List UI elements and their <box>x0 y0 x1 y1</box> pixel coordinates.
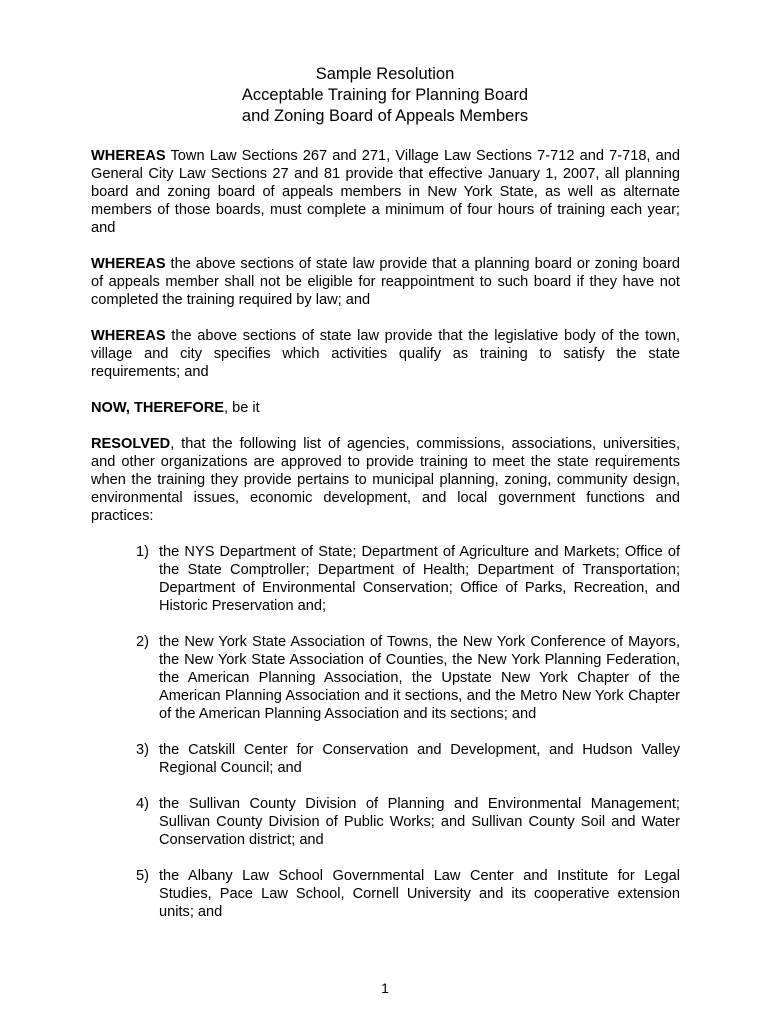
list-item <box>91 741 680 777</box>
list-item <box>91 633 680 723</box>
list-item <box>91 795 680 849</box>
whereas-paragraph-1 <box>91 147 680 237</box>
list-item-text: the Sullivan County Division of Planning and Environmental Management; Sullivan County Division of Public Works; and Sullivan County Soil and Water Conservation district; and <box>159 796 680 848</box>
title-line-3: and Zoning Board of Appeals Members <box>241 107 529 125</box>
resolution-body <box>91 147 680 939</box>
paragraph-lead: RESOLVED <box>91 436 171 452</box>
list-item-text: the Catskill Center for Conservation and Development, and Hudson Valley Regional Council; and <box>159 742 680 776</box>
list-item-number: 3) <box>136 742 149 758</box>
resolution-title <box>0 64 770 127</box>
list-item-number: 1) <box>136 544 149 560</box>
now-therefore-paragraph <box>91 399 680 417</box>
paragraph-text: , that the following list of agencies, commissions, associations, universities, and other organizations are approved to provide training to meet the state requirements when the training they provide pertains to municipal planning, zoning, community design, environmental issues, economic development, and local government functions and practices: <box>91 436 680 524</box>
whereas-paragraph-3 <box>91 327 680 381</box>
list-item-number: 2) <box>136 634 149 650</box>
title-line-2: Acceptable Training for Planning Board <box>241 86 529 104</box>
whereas-paragraph-2 <box>91 255 680 309</box>
list-item-text: the Albany Law School Governmental Law Center and Institute for Legal Studies, Pace Law School, Cornell University and its cooperative extension units; and <box>159 868 680 920</box>
paragraph-text: the above sections of state law provide that the legislative body of the town, village and city specifies which activities qualify as training to satisfy the state requirements; and <box>91 328 680 380</box>
paragraph-lead: NOW, THEREFORE <box>91 400 224 416</box>
list-item-text: the NYS Department of State; Department of Agriculture and Markets; Office of the State Comptroller; Department of Health; Department of Transportation; Department of Environmental Conservation; Office of Parks, Recreation, and Historic Preservation and; <box>159 544 680 614</box>
paragraph-text: the above sections of state law provide that a planning board or zoning board of appeals member shall not be eligible for reappointment to such board if they have not completed the training required by law; and <box>91 256 680 308</box>
paragraph-lead: WHEREAS <box>91 148 166 164</box>
paragraph-text: Town Law Sections 267 and 271, Village Law Sections 7-712 and 7-718, and General City Law Sections 27 and 81 provide that effective January 1, 2007, all planning board and zoning board of appeals members in New York State, as well as alternate members of those boards, must complete a minimum of four hours of training each year; and <box>91 148 680 236</box>
list-item-number: 5) <box>136 868 149 884</box>
list-item <box>91 867 680 921</box>
list-item-text: the New York State Association of Towns, the New York Conference of Mayors, the New York State Association of Counties, the New York Planning Federation, the American Planning Association, the Upstate New York Chapter of the American Planning Association and it sections, and the Metro New York Chapter of the American Planning Association and its sections; and <box>159 634 680 722</box>
paragraph-text: , be it <box>223 400 260 416</box>
paragraph-lead: WHEREAS <box>91 256 166 272</box>
list-item-number: 4) <box>136 796 149 812</box>
approved-organizations-list <box>91 543 680 921</box>
title-line-1: Sample Resolution <box>315 65 455 83</box>
paragraph-lead: WHEREAS <box>91 328 166 344</box>
resolved-paragraph <box>91 435 680 525</box>
page-number: 1 <box>381 980 389 996</box>
list-item <box>91 543 680 615</box>
